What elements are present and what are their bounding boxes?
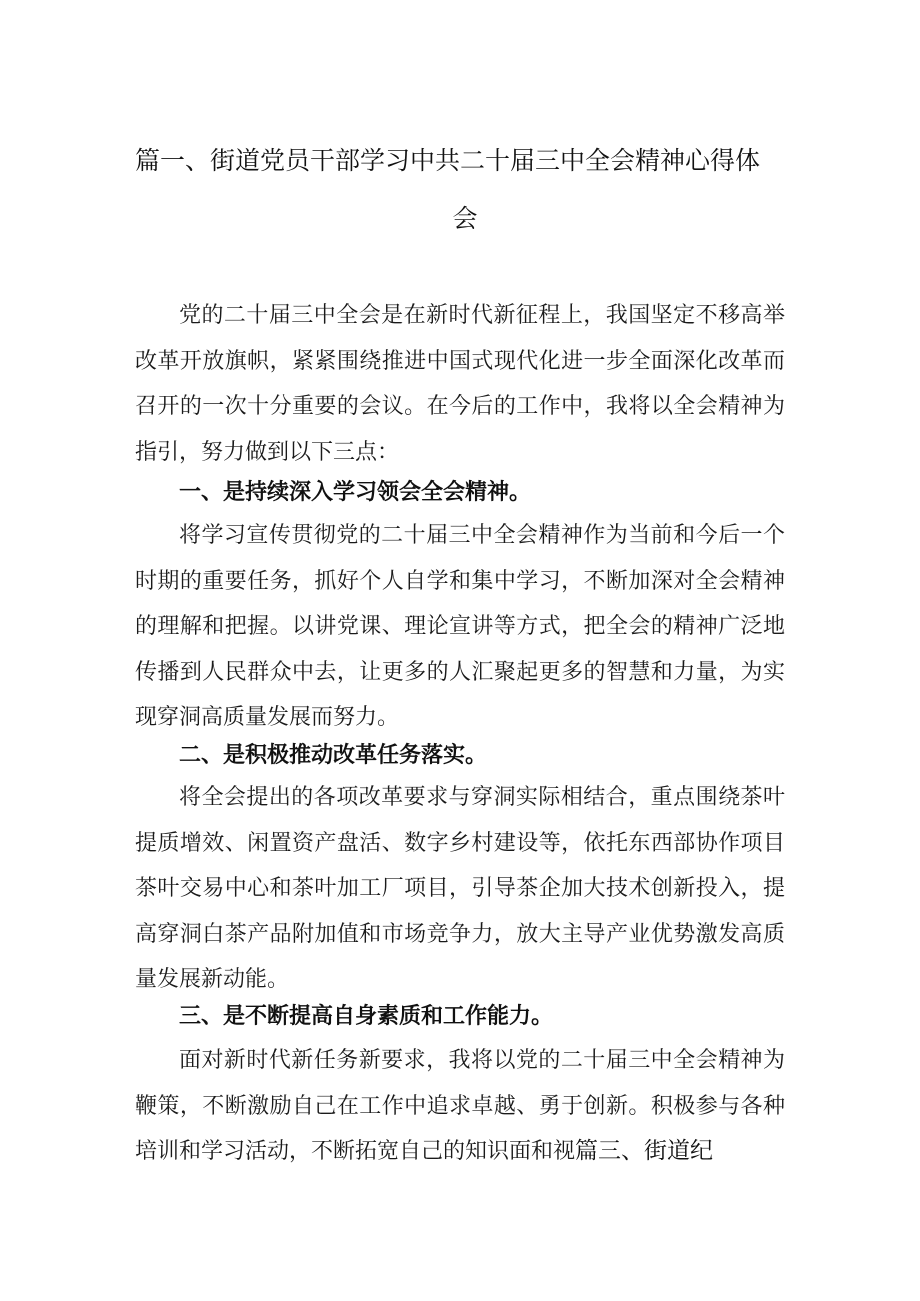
document-title-line-2: 会 — [452, 204, 478, 233]
intro-paragraph: 党的二十届三中全会是在新时代新征程上，我国坚定不移高举改革开放旗帜，紧紧围绕推进中国式现代化进一步全面深化改革而召开的一次十分重要的会议。在今后的工作中，我将以全会精神为指引，努力做到以下三点： — [135, 303, 785, 465]
section-1-body: 将学习宣传贯彻党的二十届三中全会精神作为当前和今后一个时期的重要任务，抓好个人自学和集中学习，不断加深对全会精神的理解和把握。以讲党课、理论宣讲等方式，把全会的精神广泛地传播到人民群众中去，让更多的人汇聚起更多的智慧和力量，为实现穿洞高质量发展而努力。 — [135, 523, 785, 730]
section-3-body — [135, 1038, 785, 1175]
section-3-heading: 三、是不断提高自身素质和工作能力。 — [179, 1004, 554, 1029]
section-2-heading: 二、是积极推动改革任务落实。 — [179, 743, 488, 768]
section-1-heading: 一、是持续深入学习领会全会精神。 — [179, 480, 532, 505]
document-title-line-1: 篇一、街道党员干部学习中共二十届三中全会精神心得体 — [135, 146, 761, 175]
section-2-body: 将全会提出的各项改革要求与穿洞实际相结合，重点围绕茶叶提质增效、闲置资产盘活、数字乡村建设等，依托东西部协作项目茶叶交易中心和茶叶加工厂项目，引导茶企加大技术创新投入，提高穿洞白茶产品附加值和市场竞争力，放大主导产业优势激发高质量发展新动能。 — [135, 785, 785, 992]
section-3-body-text: 面对新时代新任务新要求，我将以党的二十届三中全会精神为鞭策，不断激励自己在工作中追求卓越、勇于创新。积极参与各种培训和学习活动，不断拓宽自己的知识面和视 — [135, 1048, 785, 1164]
next-section-title-fragment: 篇三、街道纪 — [575, 1138, 714, 1164]
